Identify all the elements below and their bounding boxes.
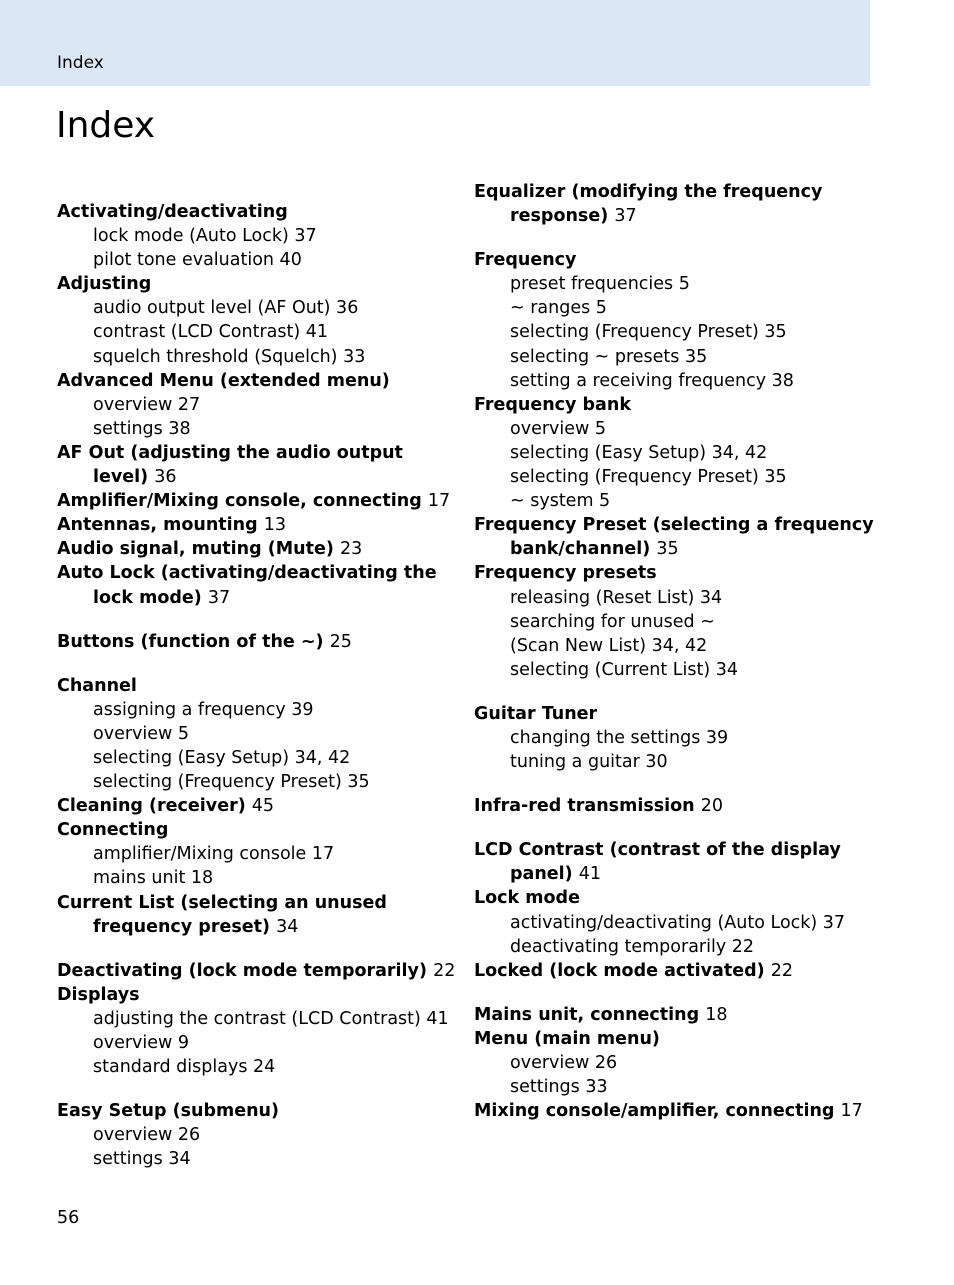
index-term [57,674,457,698]
index-page-ref: 18 [705,1004,728,1025]
index-term [57,818,457,842]
index-term-label: Infra-red transmission [474,796,695,817]
index-entry [474,959,884,983]
index-entry [57,1099,457,1171]
index-term-label: Frequency presets [474,563,657,584]
index-entry [474,1099,884,1123]
index-subentry: selecting (Easy Setup) 34, 42 [93,747,351,768]
index-term-label: Current List (selecting an unused frequency preset) [57,892,387,937]
index-term [57,537,457,561]
running-header: Index [57,53,104,73]
index-page-ref: 41 [578,864,602,885]
index-entry [474,513,884,561]
index-term-label: LCD Contrast (contrast of the display panel) [474,840,841,885]
index-term [57,630,457,654]
index-entry [57,630,457,654]
index-page-ref: 13 [263,515,287,536]
header-band [0,0,870,86]
index-term-label: Advanced Menu (extended menu) [57,370,390,391]
index-subentry: setting a receiving frequency 38 [510,370,794,391]
index-entry [57,489,457,513]
index-subentry: activating/deactivating (Auto Lock) 37 [510,912,846,933]
index-term [474,1003,884,1027]
index-term [57,272,457,296]
index-subentry: selecting (Frequency Preset) 35 [510,322,787,343]
index-subentry: mains unit 18 [93,868,214,889]
index-term-label: Connecting [57,820,169,841]
index-term-label: Frequency Preset (selecting a frequency bank/channel) [474,515,874,560]
index-page-ref: 34 [276,916,299,937]
index-page-ref: 25 [329,631,352,652]
index-entry [474,248,884,393]
index-subentry: overview 27 [93,394,201,415]
index-term [474,702,884,726]
index-page-ref: 22 [433,960,456,981]
index-page-ref: 35 [656,539,679,560]
index-subentry: pilot tone evaluation 40 [93,250,302,271]
index-subentry: selecting (Current List) 34 [510,659,738,680]
index-term-label: Antennas, mounting [57,515,258,536]
index-term [57,369,457,393]
index-subentry: (Scan New List) 34, 42 [510,635,708,656]
index-page-ref: 37 [614,206,637,227]
index-subentry: overview 26 [93,1125,201,1146]
index-term-label: Equalizer (modifying the frequency response) [474,182,823,227]
index-entry [57,891,457,939]
index-page-ref: 23 [339,539,363,560]
index-page-ref: 36 [154,467,177,488]
index-subentry: settings 38 [93,418,191,439]
index-term-label: Cleaning (receiver) [57,796,246,817]
index-page-ref: 45 [251,796,275,817]
index-page-ref: 22 [770,960,793,981]
index-entry [474,561,884,681]
index-entry [57,794,457,818]
index-term-label: Guitar Tuner [474,703,598,724]
index-subentry: amplifier/Mixing console 17 [93,844,335,865]
index-entry [57,959,457,983]
index-term [474,561,884,585]
index-entry [57,818,457,890]
index-entry [474,1003,884,1027]
index-term [474,794,884,818]
index-subentry: squelch threshold (Squelch) 33 [93,346,366,367]
index-subentry: assigning a frequency 39 [93,699,314,720]
index-term-label: Mains unit, connecting [474,1004,700,1025]
index-entry [474,393,884,513]
index-term [57,561,457,609]
index-column-right [474,180,884,1123]
index-page-ref: 37 [207,587,231,608]
index-subentry: selecting (Easy Setup) 34, 42 [510,442,768,463]
index-subentry: settings 33 [510,1077,608,1098]
index-entry [57,561,457,609]
index-term-label: Frequency bank [474,394,631,415]
index-term-label: Lock mode [474,888,580,909]
page-title: Index [56,105,156,146]
index-subentry: contrast (LCD Contrast) 41 [93,322,329,343]
index-term [57,441,457,489]
index-subentry: tuning a guitar 30 [510,752,668,773]
index-term-label: Easy Setup (submenu) [57,1101,280,1122]
index-subentry: selecting (Frequency Preset) 35 [510,467,787,488]
index-term-label: Channel [57,675,137,696]
index-column-left [57,200,457,1171]
index-term-label: Auto Lock (activating/deactivating the lock mode) [57,563,437,608]
index-entry [57,441,457,489]
index-entry [57,537,457,561]
index-term-label: AF Out (adjusting the audio output level) [57,442,403,488]
index-entry [57,369,457,441]
index-entry [474,180,884,228]
index-term-label: Frequency [474,250,577,271]
index-term-label: Amplifier/Mixing console, connecting [57,491,422,512]
index-term [57,200,457,224]
index-subentry: standard displays 24 [93,1057,276,1078]
index-term [474,248,884,272]
index-entry [474,1027,884,1099]
index-term-label: Buttons (function of the ~) [57,631,324,652]
index-subentry: releasing (Reset List) 34 [510,587,723,608]
index-term-label: Adjusting [57,274,152,295]
index-subentry: settings 34 [93,1149,191,1170]
index-term [474,1027,884,1051]
index-subentry: overview 5 [510,418,607,439]
index-term-label: Menu (main menu) [474,1028,660,1049]
index-term [474,513,884,561]
index-term [57,489,457,513]
index-entry [57,674,457,794]
index-term-label: Activating/deactivating [57,202,288,222]
index-entry [57,983,457,1079]
index-subentry: adjusting the contrast (LCD Contrast) 41 [93,1008,449,1029]
index-page-ref: 17 [427,491,451,512]
index-subentry: lock mode (Auto Lock) 37 [93,226,317,247]
index-term-label: Audio signal, muting (Mute) [57,539,334,560]
index-subentry: ~ ranges 5 [510,298,607,319]
index-term [474,838,884,886]
index-subentry: overview 26 [510,1053,618,1073]
index-term-label: Mixing console/amplifier, connecting [474,1101,835,1122]
index-term [474,886,884,910]
index-term [57,513,457,537]
index-entry [474,886,884,958]
index-subentry: preset frequencies 5 [510,274,690,295]
index-entry [474,838,884,886]
index-term [57,891,457,939]
index-term [474,393,884,417]
index-term [474,1099,884,1123]
index-entry [474,702,884,774]
index-subentry: selecting (Frequency Preset) 35 [93,772,370,793]
index-page-ref: 17 [840,1101,863,1122]
index-term [57,794,457,818]
index-subentry: searching for unused ~ [510,611,715,632]
index-term-label: Displays [57,984,140,1005]
index-subentry: overview 5 [93,723,190,744]
index-entry [57,200,457,272]
index-subentry: changing the settings 39 [510,727,729,748]
index-subentry: ~ system 5 [510,491,611,512]
index-term [57,983,457,1007]
index-subentry: overview 9 [93,1033,190,1053]
index-subentry: audio output level (AF Out) 36 [93,298,359,319]
index-term [57,1099,457,1123]
index-term [474,959,884,983]
index-term-label: Locked (lock mode activated) [474,960,765,981]
page-number: 56 [57,1208,80,1228]
index-entry [474,794,884,818]
index-page-ref: 20 [700,796,724,817]
index-subentry: deactivating temporarily 22 [510,936,755,957]
index-entry [57,513,457,537]
index-term [57,959,457,983]
index-term-label: Deactivating (lock mode temporarily) [57,960,427,981]
index-subentry: selecting ~ presets 35 [510,346,708,367]
index-entry [57,272,457,368]
index-term [474,180,884,228]
